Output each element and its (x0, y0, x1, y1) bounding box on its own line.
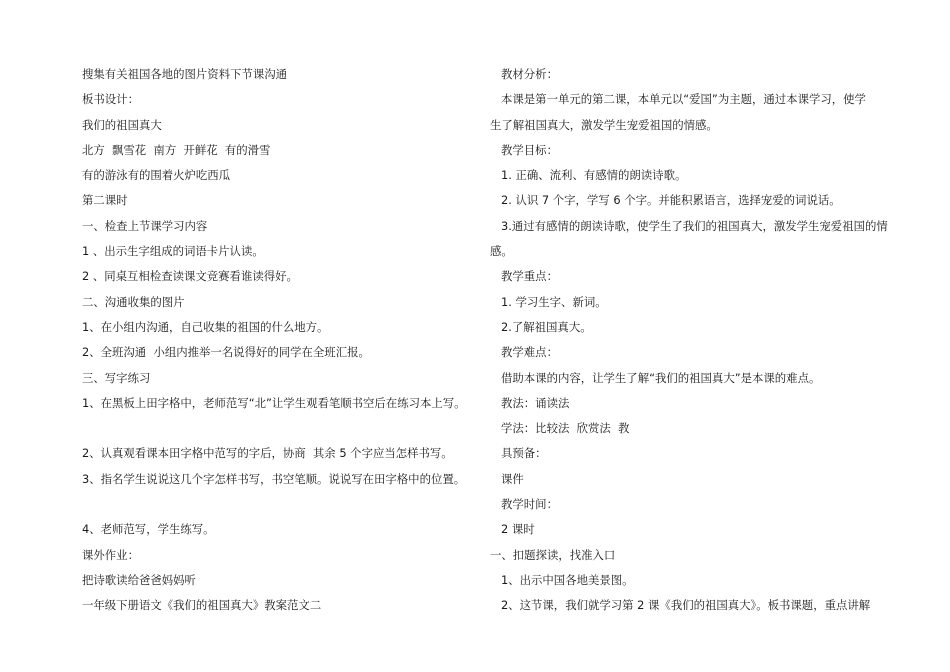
right-paragraph: 教学重点： (501, 269, 558, 284)
right-paragraph: 教学难点： (501, 345, 558, 360)
right-paragraph: 生了解祖国真大，激发学生宠爱祖国的情感。 (490, 117, 718, 132)
left-paragraph: 1 、出示生字组成的词语卡片认读。 (82, 244, 264, 259)
left-paragraph: 板书设计： (82, 92, 139, 107)
left-paragraph: 第二课时 (82, 193, 128, 208)
left-paragraph: 4、老师范写，学生练写。 (82, 522, 215, 537)
right-paragraph: 2. 认识 7 个字，学写 6 个字。并能积累语言，选择宠爱的词说话。 (501, 193, 841, 208)
right-paragraph: 学法：比较法 欣赏法 教 (501, 421, 630, 436)
right-paragraph: 2 课时 (501, 522, 535, 537)
left-paragraph: 2、认真观看课本田字格中范写的字后，协商 其余 5 个字应当怎样书写。 (82, 446, 453, 461)
left-paragraph: 1、在小组内沟通，自己收集的祖国的什么地方。 (82, 319, 329, 334)
right-paragraph: 借助本课的内容，让学生了解“我们的祖国真大”是本课的难点。 (501, 370, 821, 385)
left-paragraph: 有的游泳有的围着火炉吃西瓜 (82, 168, 231, 183)
left-paragraph: 北方 飘雪花 南方 开鲜花 有的滑雪 (82, 142, 271, 157)
left-paragraph: 2、全班沟通 小组内推举一名说得好的同学在全班汇报。 (82, 345, 370, 360)
right-paragraph: 2.了解祖国真大。 (501, 319, 592, 334)
right-paragraph: 2、这节课，我们就学习第 2 课《我们的祖国真大》。板书课题，重点讲解 (501, 598, 871, 613)
left-paragraph: 课外作业： (82, 547, 139, 562)
right-paragraph: 3.通过有感情的朗读诗歌，使学生了我们的祖国真大，激发学生宠爱祖国的情 (501, 218, 888, 233)
left-paragraph: 一、检查上节课学习内容 (82, 218, 208, 233)
right-paragraph: 1、出示中国各地美景图。 (501, 572, 634, 587)
right-paragraph: 1. 学习生字、新词。 (501, 294, 607, 309)
left-paragraph: 二、沟通收集的图片 (82, 294, 185, 309)
right-paragraph: 教法：诵读法 (501, 395, 570, 410)
right-paragraph: 教学时间： (501, 497, 558, 512)
left-paragraph: 1、在黑板上田字格中，老师范写“北”让学生观看笔顺书空后在练习本上写。 (82, 395, 466, 410)
left-paragraph: 我们的祖国真大 (82, 117, 162, 132)
right-paragraph: 教材分析： (501, 67, 558, 81)
left-paragraph: 3、指名学生说说这几个字怎样书写，书空笔顺。说说写在田字格中的位置。 (82, 471, 466, 486)
right-paragraph: 1. 正确、流利、有感情的朗读诗歌。 (501, 168, 687, 183)
left-blank-line (82, 416, 482, 441)
right-paragraph: 一、扣题探读，找准入口 (490, 547, 616, 562)
left-paragraph: 一年级下册语文《我们的祖国真大》教案范文二 (82, 598, 322, 613)
right-paragraph: 感。 (490, 244, 513, 259)
left-paragraph: 三、写字练习 (82, 370, 151, 385)
right-paragraph: 本课是第一单元的第二课，本单元以“爱国”为主题，通过本课学习，使学 (501, 92, 866, 107)
right-paragraph: 具预备： (501, 446, 547, 461)
right-paragraph: 教学目标： (501, 142, 558, 157)
right-column (490, 62, 890, 619)
left-paragraph: 2 、同桌互相检查读课文竞赛看谁读得好。 (82, 269, 298, 284)
left-paragraph: 把诗歌读给爸爸妈妈听 (82, 572, 196, 587)
left-paragraph: 搜集有关祖国各地的图片资料下节课沟通 (82, 67, 288, 81)
left-column (82, 62, 482, 619)
right-paragraph: 课件 (501, 471, 524, 486)
left-blank-line (82, 492, 482, 517)
